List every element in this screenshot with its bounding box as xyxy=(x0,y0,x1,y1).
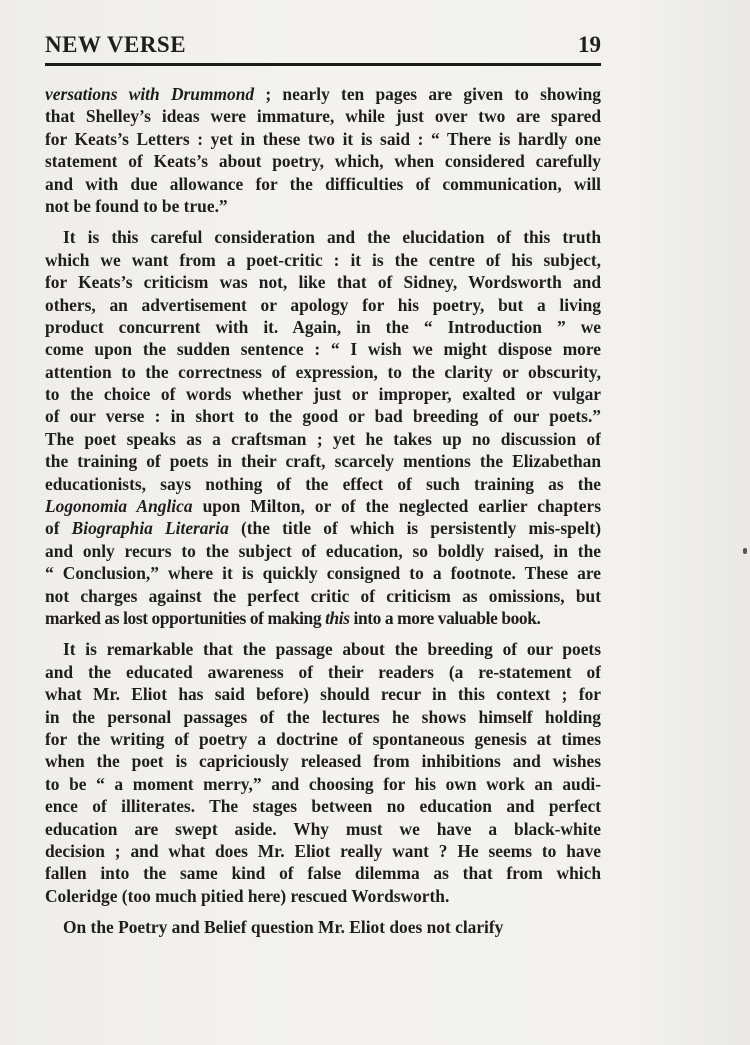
text-run: marked as lost opportunities of making xyxy=(45,607,326,628)
running-head: NEW VERSE xyxy=(45,32,187,57)
paragraph xyxy=(45,83,601,217)
paragraph xyxy=(45,226,601,629)
text-run: upon Milton, or of the neglected earlier chapters xyxy=(192,496,601,517)
text-line xyxy=(45,683,601,705)
text-line xyxy=(45,226,601,248)
paragraph xyxy=(45,916,601,938)
text-run: statement of Keats’s about poetry, which, when considered carefully xyxy=(45,151,601,172)
text-run: to the choice of words whether just or improper, exalted or vulgar xyxy=(45,384,601,405)
text-line xyxy=(45,249,601,271)
text-line xyxy=(45,773,601,795)
text-run: The poet speaks as a craftsman ; yet he takes up no discussion of xyxy=(45,428,601,449)
text-line xyxy=(45,638,601,660)
text-run: It is remarkable that the passage about the breeding of our poets xyxy=(63,639,601,660)
text-line xyxy=(45,338,601,360)
text-run: and only recurs to the subject of education, so boldly raised, in the xyxy=(45,540,601,561)
text-line xyxy=(45,195,601,217)
text-line xyxy=(45,173,601,195)
text-line xyxy=(45,150,601,172)
text-line xyxy=(45,473,601,495)
text-run: ence of illiterates. The stages between no education and perfect xyxy=(45,796,601,817)
text-run: others, an advertisement or apology for his poetry, but a living xyxy=(45,294,601,315)
page-header xyxy=(45,30,601,62)
italic-run: this xyxy=(325,607,350,628)
text-run: not be found to be true.” xyxy=(45,195,228,216)
text-line xyxy=(45,495,601,517)
text-line xyxy=(45,728,601,750)
text-line xyxy=(45,361,601,383)
text-run: in the personal passages of the lectures he shows himself holding xyxy=(45,706,601,727)
header-rule xyxy=(45,63,601,66)
text-line xyxy=(45,661,601,683)
text-run: which we want from a poet-critic : it is the centre of his subject, xyxy=(45,249,601,270)
body-text xyxy=(45,83,601,938)
italic-run: Logonomia Anglica xyxy=(45,496,193,517)
text-run: attention to the correctness of expression, to the clarity or obscurity, xyxy=(45,361,601,382)
text-run: Coleridge (too much pitied here) rescued Wordsworth. xyxy=(45,885,450,906)
text-line xyxy=(45,818,601,840)
text-line xyxy=(45,316,601,338)
text-run: It is this careful consideration and the elucidation of this truth xyxy=(63,227,601,248)
text-line xyxy=(45,750,601,772)
text-run: (the title of which is persistently mis-spelt) xyxy=(228,518,601,539)
text-run: the training of poets in their craft, scarcely mentions the Elizabethan xyxy=(45,451,601,472)
text-run: “ Conclusion,” where it is quickly consigned to a footnote. These are xyxy=(45,563,601,584)
text-line xyxy=(45,840,601,862)
text-line xyxy=(45,885,601,907)
text-line xyxy=(45,294,601,316)
text-run: and the educated awareness of their readers (a re-statement of xyxy=(45,661,601,682)
text-line xyxy=(45,271,601,293)
paragraph-gap xyxy=(45,629,601,638)
text-line xyxy=(45,405,601,427)
text-line xyxy=(45,540,601,562)
text-run: decision ; and what does Mr. Eliot really want ? He seems to have xyxy=(45,840,601,861)
text-line xyxy=(45,916,601,938)
paragraph-gap xyxy=(45,907,601,916)
text-run: when the poet is capriciously released from inhibitions and wishes xyxy=(45,751,601,772)
text-line xyxy=(45,795,601,817)
text-run: to be “ a moment merry,” and choosing for his own work an audi- xyxy=(45,773,601,794)
text-run: fallen into the same kind of false dilemma as that from which xyxy=(45,863,601,884)
paragraph xyxy=(45,638,601,907)
text-run: into a more valuable book. xyxy=(349,607,541,628)
text-run: of our verse : in short to the good or bad breeding of our poets.” xyxy=(45,406,601,427)
page-number: 19 xyxy=(578,32,601,57)
text-run: educationists, says nothing of the effect of such training as the xyxy=(45,473,601,494)
text-line xyxy=(45,428,601,450)
text-run: come upon the sudden sentence : “ I wish we might dispose more xyxy=(45,339,601,360)
text-run: and with due allowance for the difficulties of communication, will xyxy=(45,173,601,194)
paragraph-gap xyxy=(45,217,601,226)
text-line xyxy=(45,607,601,629)
text-run: product concurrent with it. Again, in the “ Introduction ” we xyxy=(45,316,601,337)
text-line xyxy=(45,585,601,607)
text-line xyxy=(45,450,601,472)
text-run: ; nearly ten pages are given to showing xyxy=(254,84,601,104)
text-line xyxy=(45,383,601,405)
text-run: for Keats’s criticism was not, like that of Sidney, Wordsworth and xyxy=(45,272,601,293)
text-run: that Shelley’s ideas were immature, while just over two are spared xyxy=(45,106,601,127)
text-run: for Keats’s Letters : yet in these two it is said : “ There is hardly one xyxy=(45,128,601,149)
text-run: what Mr. Eliot has said before) should recur in this context ; for xyxy=(45,684,601,705)
text-line xyxy=(45,517,601,539)
text-line xyxy=(45,562,601,584)
text-run: for the writing of poetry a doctrine of spontaneous genesis at times xyxy=(45,728,601,749)
text-run: not charges against the perfect critic of criticism as omissions, but xyxy=(45,585,601,606)
text-line xyxy=(45,128,601,150)
text-line xyxy=(45,706,601,728)
page-edge-mark xyxy=(743,548,747,554)
italic-run: versations with Drummond xyxy=(45,84,255,104)
text-line xyxy=(45,862,601,884)
text-line xyxy=(45,83,601,105)
text-run: of xyxy=(45,518,72,539)
text-line xyxy=(45,105,601,127)
italic-run: Biographia Literaria xyxy=(71,518,229,539)
text-run: education are swept aside. Why must we have a black-white xyxy=(45,818,601,839)
text-run: On the Poetry and Belief question Mr. Eliot does not clarify xyxy=(63,917,504,938)
